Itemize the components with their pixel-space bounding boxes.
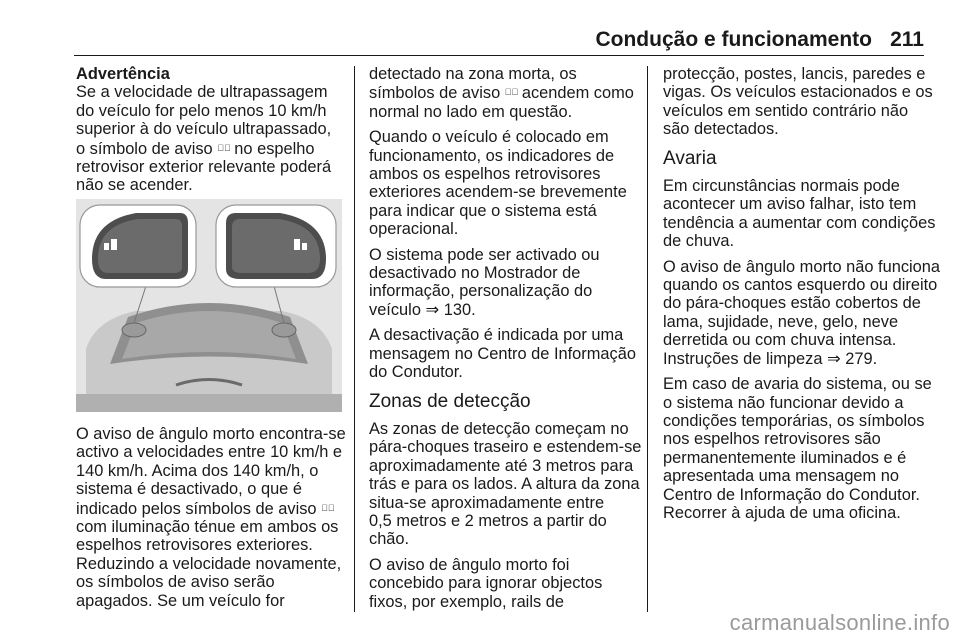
warning-box — [76, 65, 344, 195]
text-line: As zonas de detecção começam no — [369, 419, 629, 438]
text-line — [76, 139, 344, 158]
paragraph — [663, 375, 931, 522]
text-line: veículos em sentido contrário não — [663, 101, 909, 120]
paragraph — [369, 326, 635, 381]
text-line: nos espelhos retrovisores são — [663, 430, 881, 449]
text-line: apresentada uma mensagem no — [663, 467, 899, 486]
text-line: protecção, postes, lancis, paredes e — [663, 65, 926, 83]
text-line: com iluminação ténue em ambos os — [76, 518, 339, 537]
header-rule — [74, 55, 924, 56]
blind-spot-warning-icon: ⇶⃞ — [504, 87, 518, 98]
text-line: são detectados. — [663, 120, 779, 139]
body-paragraph — [76, 425, 344, 610]
column-1 — [76, 65, 344, 202]
text-line: ambos os espelhos retrovisores — [369, 165, 601, 184]
text-fragment: no espelho — [234, 139, 315, 158]
text-line: activo a velocidades entre 10 km/h e — [76, 443, 343, 462]
warning-title: Advertência — [76, 65, 170, 83]
text-line: informação, personalização do — [369, 282, 593, 301]
text-line: concebido para ignorar objectos — [369, 574, 603, 593]
text-line: o sistema não funcionar devido a — [663, 393, 904, 412]
text-fragment: o símbolo de aviso — [76, 139, 213, 158]
text-line: desactivado no Mostrador de — [369, 264, 581, 283]
text-line: mensagem no Centro de Informação — [369, 344, 636, 363]
paragraph — [663, 177, 936, 251]
text-line: apagados. Se um veículo for — [76, 591, 285, 610]
text-line: Se a velocidade de ultrapassagem — [76, 83, 328, 102]
text-line: A desactivação é indicada por uma — [369, 326, 624, 345]
text-line: O aviso de ângulo morto não funciona — [663, 257, 941, 276]
paragraph — [369, 419, 642, 549]
text-line: detectado na zona morta, os — [369, 65, 577, 83]
mirror-car-drawing — [76, 199, 342, 412]
page-ref-arrow-icon: ⇒ — [425, 300, 440, 319]
text-line: Recorrer à ajuda de uma oficina. — [663, 503, 901, 522]
text-line: não se acender. — [76, 176, 193, 195]
text-line: superior à do veículo ultrapassado, — [76, 120, 332, 139]
page-header-title: Condução e funcionamento — [595, 28, 872, 51]
text-fragment: símbolos de aviso — [369, 84, 501, 103]
column-1-lower — [76, 425, 344, 617]
paragraph — [369, 556, 635, 611]
page-number: 211 — [890, 28, 924, 51]
section-heading: Avaria — [663, 147, 717, 169]
text-line: lama, sujidade, neve, gelo, neve — [663, 312, 899, 331]
text-line: Em circunstâncias normais pode — [663, 177, 900, 196]
text-line: Reduzindo a velocidade novamente, — [76, 554, 342, 573]
text-line — [663, 350, 931, 368]
text-line: para indicar que o sistema está — [369, 201, 597, 220]
text-line: acontecer um aviso falhar, isto tem — [663, 195, 917, 214]
paragraph — [663, 65, 931, 139]
text-line: condições temporárias, os símbolos — [663, 411, 925, 430]
text-line: 0,5 metros e 2 metros a partir do — [369, 511, 607, 530]
text-line: Em caso de avaria do sistema, ou se — [663, 375, 932, 394]
text-line: vigas. Os veículos estacionados e os — [663, 83, 933, 102]
page-ref-link[interactable]: 130. — [443, 300, 476, 319]
text-line: Quando o veículo é colocado em — [369, 128, 609, 147]
text-line: pára-choques traseiro e estendem-se — [369, 438, 642, 457]
text-line: Centro de Informação do Condutor. — [663, 485, 920, 504]
text-line: fixos, por exemplo, rails de — [369, 592, 564, 611]
text-line: do veículo for pelo menos 10 km/h — [76, 101, 327, 120]
text-line: O sistema pode ser activado ou — [369, 245, 600, 264]
text-line — [76, 499, 344, 518]
text-line: quando os cantos esquerdo ou direito — [663, 276, 938, 295]
mirror-illustration — [76, 199, 342, 412]
blind-spot-warning-icon: ⇶⃞ — [217, 142, 230, 153]
watermark-logo[interactable]: carmanualsonline.info — [729, 610, 950, 635]
column-divider-1 — [354, 66, 355, 612]
text-line: funcionamento, os indicadores de — [369, 146, 615, 165]
text-line: operacional. — [369, 220, 459, 239]
page-ref-link[interactable]: 279. — [845, 349, 878, 368]
text-fragment: Instruções de limpeza — [663, 349, 823, 368]
text-line: chão. — [369, 530, 410, 549]
blind-spot-warning-icon: ⇶⃞ — [321, 502, 334, 513]
paragraph — [369, 128, 635, 238]
text-line: trás e para os lados. A altura da zona — [369, 475, 640, 494]
section-heading: Zonas de detecção — [369, 390, 531, 412]
text-line: de chuva. — [663, 232, 735, 251]
text-fragment: acendem como — [521, 84, 634, 103]
text-line: retrovisor exterior relevante poderá — [76, 158, 332, 177]
paragraph — [663, 257, 941, 368]
text-line: tendência a aumentar com condições — [663, 213, 936, 232]
text-line: permanentemente iluminados e é — [663, 448, 907, 467]
text-line: do Condutor. — [369, 363, 463, 382]
text-line: O aviso de ângulo morto encontra-se — [76, 425, 346, 443]
paragraph — [369, 246, 635, 320]
column-divider-2 — [647, 66, 648, 612]
text-line: derretida ou com chuva intensa. — [663, 331, 897, 350]
text-line: exteriores acendem-se brevemente — [369, 183, 627, 202]
text-line: normal no lado em questão. — [369, 102, 573, 121]
page-ref-arrow-icon: ⇒ — [827, 349, 841, 368]
text-line: do pára-choques estão cobertos de — [663, 294, 921, 313]
text-line — [369, 83, 635, 102]
text-line: espelhos retrovisores exteriores. — [76, 536, 313, 555]
text-line: aproximadamente até 3 metros para — [369, 456, 634, 475]
text-line: O aviso de ângulo morto foi — [369, 555, 570, 574]
text-line: 140 km/h. Acima dos 140 km/h, o — [76, 461, 319, 480]
column-2 — [369, 65, 642, 618]
text-fragment: veículo — [369, 300, 421, 319]
text-line — [369, 301, 635, 319]
text-line: sistema é desactivado, o que é — [76, 480, 302, 499]
text-line: os símbolos de aviso serão — [76, 573, 275, 592]
paragraph — [369, 65, 635, 121]
text-line: situa-se aproximadamente entre — [369, 493, 605, 512]
text-fragment: indicado pelos símbolos de aviso — [76, 499, 317, 518]
column-3 — [663, 65, 941, 529]
